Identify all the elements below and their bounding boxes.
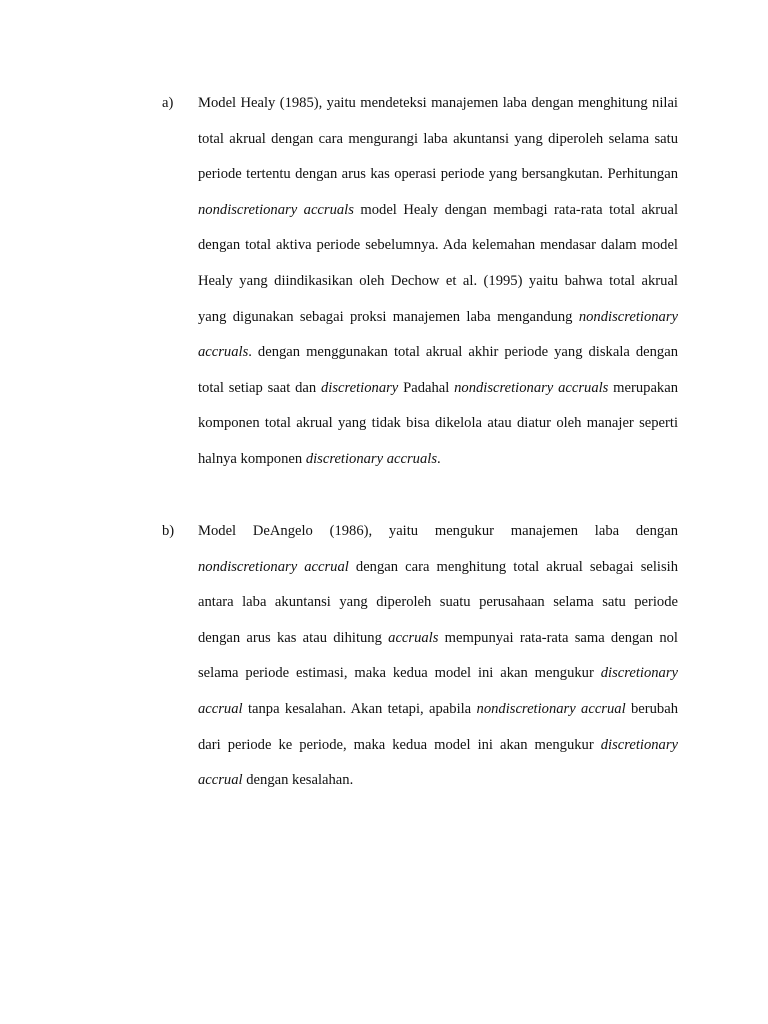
- text-run: dengan cara menghitung total akrual sebagai selisih antara laba akuntansi yang diperoleh suatu perusahaan selama satu periode dengan arus kas atau dihitung: [198, 558, 678, 646]
- text-run: dengan kesalahan.: [242, 772, 354, 789]
- list-item-healy-model: [162, 86, 678, 478]
- italic-term: nondiscretionary accrual: [198, 558, 349, 575]
- text-run: merupakan komponen total akrual yang tidak bisa dikelola atau diatur oleh manajer seperti halnya komponen: [198, 379, 679, 467]
- italic-term: nondiscretionary accruals: [198, 201, 354, 218]
- italic-term: accruals: [388, 629, 439, 646]
- list-item-deangelo-model: [162, 514, 678, 799]
- italic-term: discretionary: [321, 379, 399, 396]
- text-run: . dengan menggunakan total akrual akhir periode yang diskala dengan total setiap saat dan: [198, 344, 678, 396]
- italic-term: nondiscretionary accruals: [454, 379, 609, 396]
- list-marker: b): [162, 523, 175, 539]
- text-run: Model DeAngelo (1986), yaitu mengukur manajemen laba dengan: [198, 523, 678, 539]
- paragraph-healy-model: [198, 86, 678, 478]
- italic-term: nondiscretionary accrual: [476, 700, 626, 717]
- list-marker: a): [162, 95, 174, 111]
- italic-term: nondiscretionary accruals: [198, 308, 678, 361]
- text-run: mempunyai rata-rata sama dengan nol selama periode estimasi, maka kedua model ini akan mengukur: [198, 629, 678, 682]
- paragraph-deangelo-model: [198, 514, 678, 799]
- text-run: Model Healy (1985), yaitu mendeteksi manajemen laba dengan menghitung nilai total akrual dengan cara mengurangi laba akuntansi yang diperoleh selama satu periode tertentu dengan arus kas operasi periode yang bersangkutan. Perhitungan: [198, 95, 678, 183]
- text-run: Padahal: [398, 379, 455, 396]
- italic-term: discretionary accruals: [305, 450, 437, 467]
- text-run: .: [437, 450, 441, 467]
- text-run: tanpa kesalahan. Akan tetapi, apabila: [242, 700, 477, 717]
- text-run: model Healy dengan membagi rata-rata total akrual dengan total aktiva periode sebelumnya. Ada kelemahan mendasar dalam model Healy yang diindikasikan oleh Dechow et al. (1995) yaitu bahwa total akrual yang digunakan sebagai proksi manajemen laba mengandung: [198, 201, 678, 325]
- text-run: berubah dari periode ke periode, maka kedua model ini akan mengukur: [198, 700, 678, 753]
- italic-term: discretionary accrual: [198, 665, 678, 717]
- italic-term: discretionary accrual: [198, 736, 678, 789]
